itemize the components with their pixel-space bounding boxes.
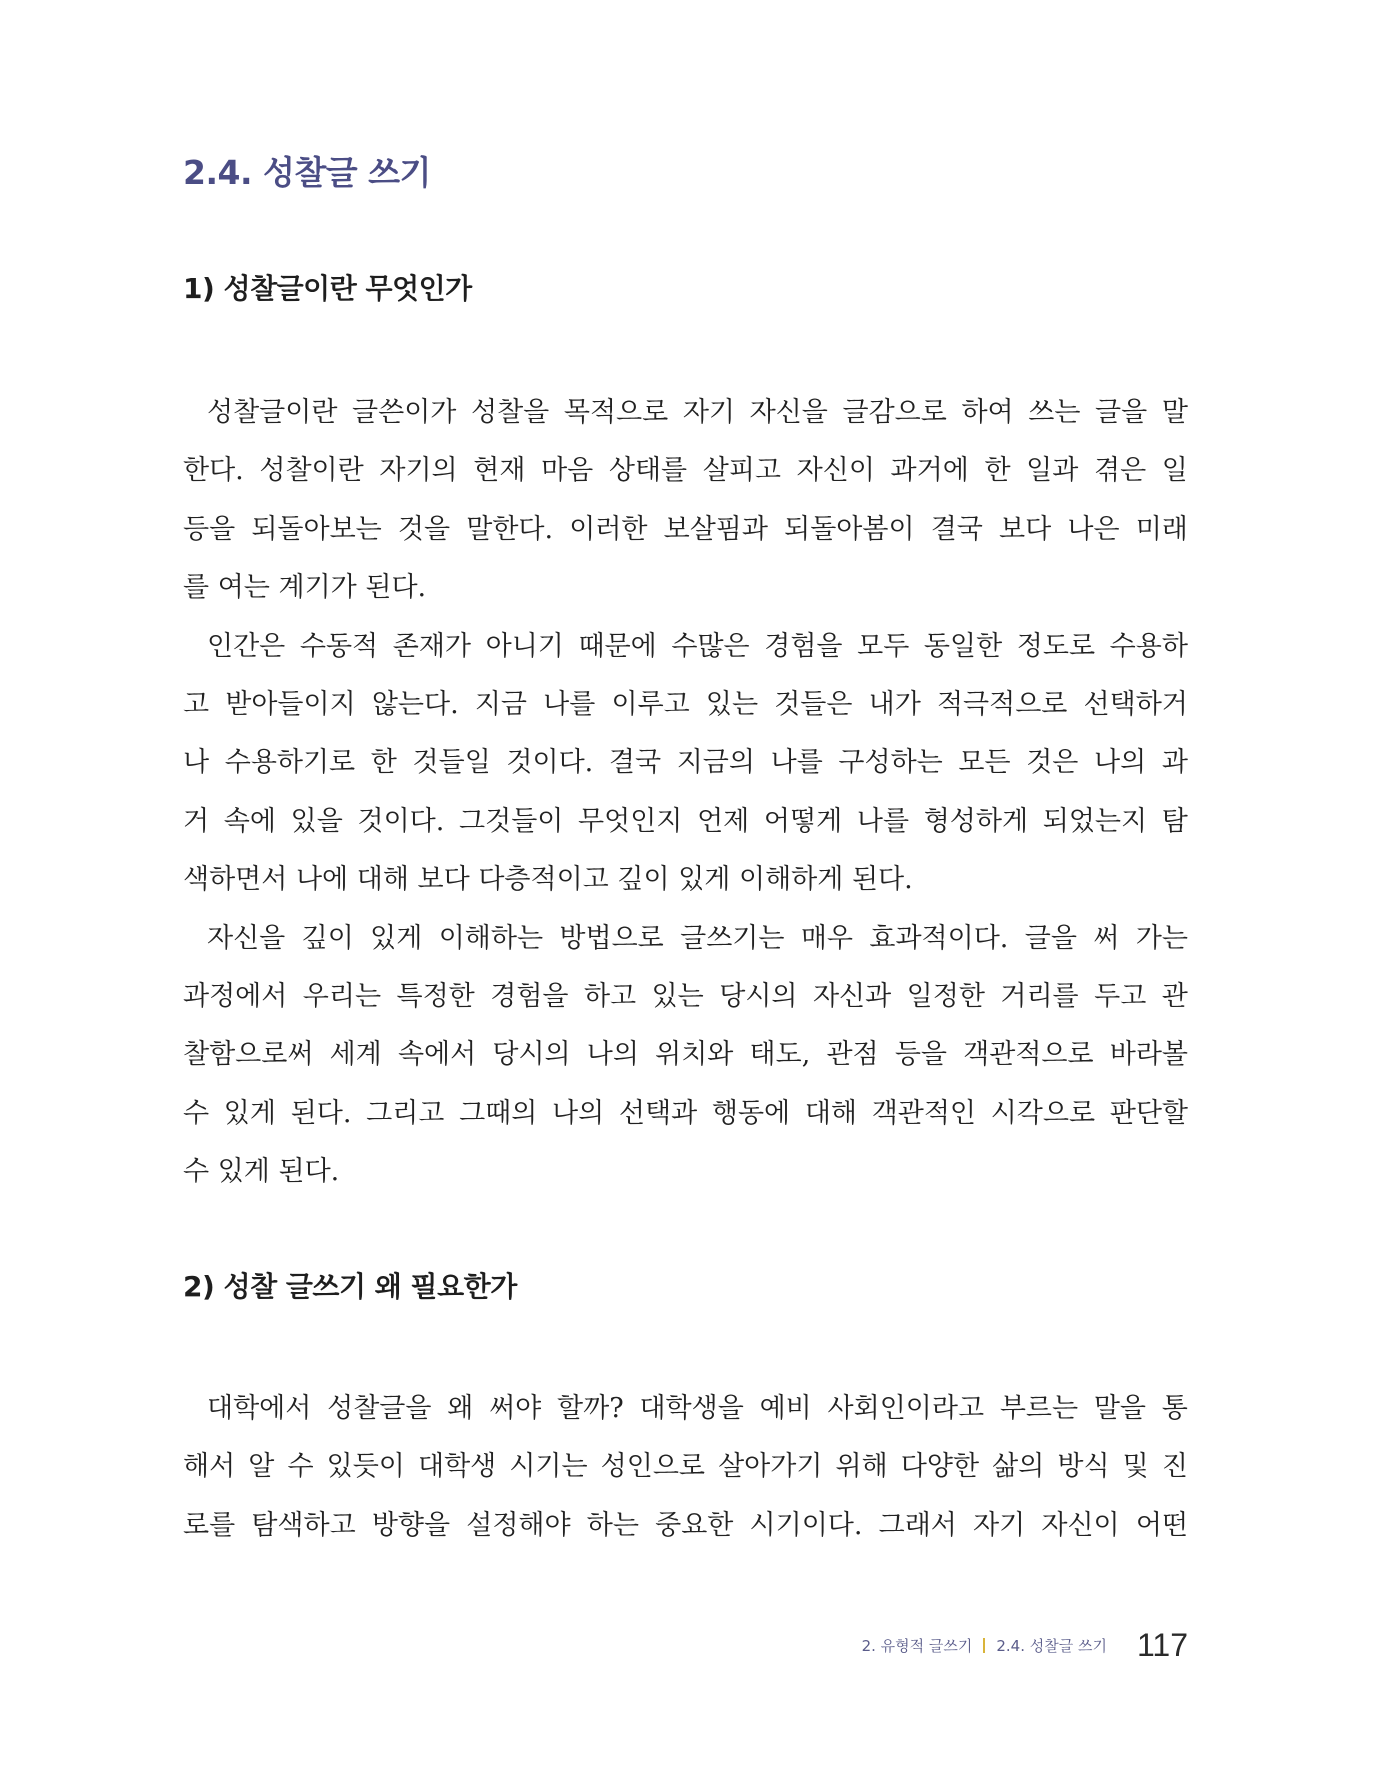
- text-line: 색하면서 나에 대해 보다 다층적이고 깊이 있게 이해하게 된다.: [183, 864, 913, 896]
- text-line: 를 여는 계기가 된다.: [183, 572, 427, 604]
- text-line: 해서 알 수 있듯이 대학생 시기는 성인으로 살아가기 위해 다양한 삶의 방식 및 진: [183, 1451, 1188, 1483]
- text-line: 등을 되돌아보는 것을 말한다. 이러한 보살핌과 되돌아봄이 결국 보다 나은 미래: [183, 513, 1188, 545]
- subsection-body-1: [183, 384, 1188, 1201]
- text-line: 고 받아들이지 않는다. 지금 나를 이루고 있는 것들은 내가 적극적으로 선택하거: [183, 688, 1188, 720]
- text-line: 거 속에 있을 것이다. 그것들이 무엇인지 언제 어떻게 나를 형성하게 되었는지 탐: [183, 805, 1188, 837]
- text-line: 수 있게 된다. 그리고 그때의 나의 선택과 행동에 대해 객관적인 시각으로 판단할: [183, 1097, 1188, 1129]
- section-title: 2.4. 성찰글 쓰기: [183, 153, 431, 192]
- subsection-heading-1: 1) 성찰글이란 무엇인가: [183, 272, 472, 305]
- text-line: 자신을 깊이 있게 이해하는 방법으로 글쓰기는 매우 효과적이다. 글을 써 가는: [207, 922, 1188, 954]
- text-line: 나 수용하기로 한 것들일 것이다. 결국 지금의 나를 구성하는 모든 것은 나의 과: [183, 747, 1188, 779]
- subsection-heading-2: 2) 성찰 글쓰기 왜 필요한가: [183, 1270, 517, 1303]
- text-line: 과정에서 우리는 특정한 경험을 하고 있는 당시의 자신과 일정한 거리를 두고 관: [183, 980, 1188, 1012]
- page-footer: [862, 1625, 1188, 1665]
- text-line: 인간은 수동적 존재가 아니기 때문에 수많은 경험을 모두 동일한 정도로 수용하: [207, 630, 1188, 662]
- text-line: 성찰글이란 글쓴이가 성찰을 목적으로 자기 자신을 글감으로 하여 쓰는 글을 말: [207, 397, 1188, 428]
- text-line: 찰함으로써 세계 속에서 당시의 나의 위치와 태도, 관점 등을 객관적으로 바라볼: [183, 1039, 1188, 1071]
- page-number: 117: [1136, 1626, 1188, 1663]
- subsection-body-2: [183, 1380, 1188, 1555]
- text-line: 로를 탐색하고 방향을 설정해야 하는 중요한 시기이다. 그래서 자기 자신이 어떤: [183, 1509, 1188, 1541]
- footer-divider: [983, 1638, 985, 1653]
- footer-section: 2.4. 성찰글 쓰기: [996, 1636, 1107, 1655]
- text-line: 한다. 성찰이란 자기의 현재 마음 상태를 살피고 자신이 과거에 한 일과 겪은 일: [183, 455, 1188, 487]
- text-line: 수 있게 된다.: [183, 1156, 340, 1188]
- text-line: 대학에서 성찰글을 왜 써야 할까? 대학생을 예비 사회인이라고 부르는 말을 통: [207, 1393, 1188, 1424]
- footer-chapter: 2. 유형적 글쓰기: [861, 1636, 973, 1655]
